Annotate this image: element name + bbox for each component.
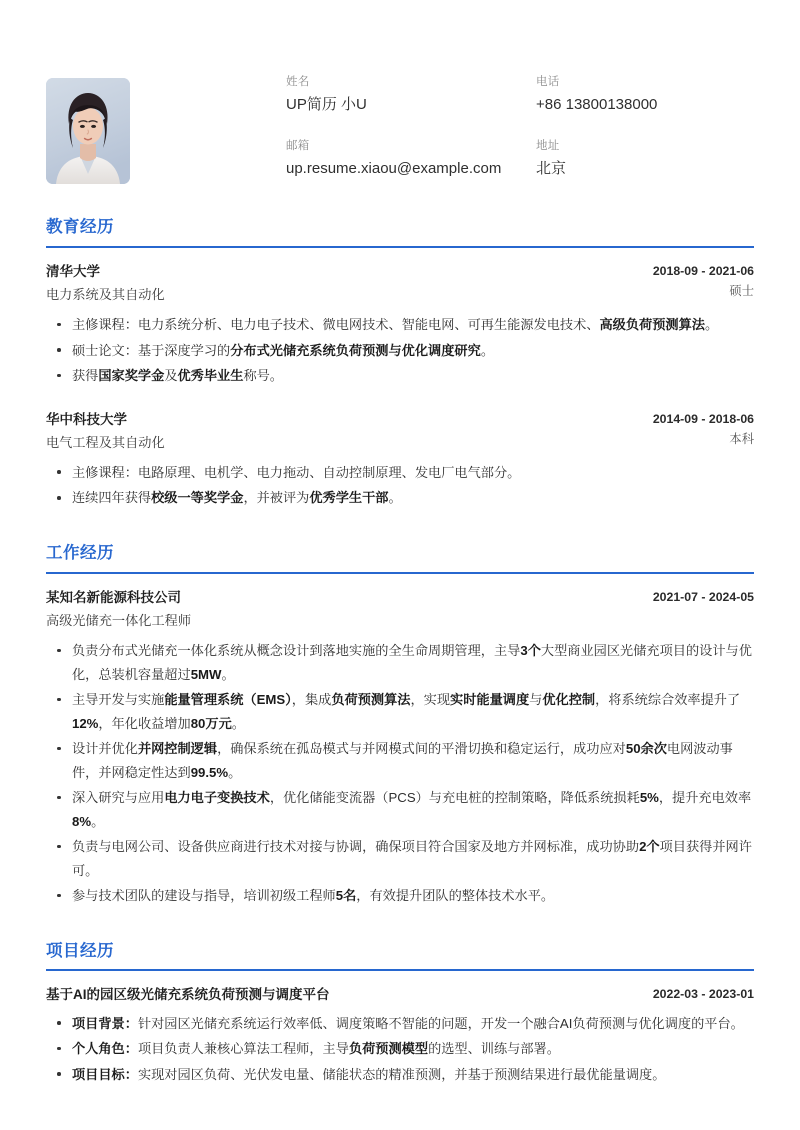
- contact-field-email: [286, 140, 526, 178]
- field-value: up.resume.xiaou@example.com: [286, 160, 502, 178]
- list-item: 获得国家奖学金及优秀毕业生称号。: [46, 364, 754, 388]
- entry-header-left: [46, 262, 165, 307]
- list-item: 参与技术团队的建设与指导，培训初级工程师5名，有效提升团队的整体技术水平。: [46, 884, 754, 908]
- list-item: 设计并优化并网控制逻辑，确保系统在孤岛模式与并网模式间的平滑切换和稳定运行，成功应对50余次电网波动事件，并网稳定性达到99.5%。: [46, 737, 754, 784]
- date-range: 2014-09 - 2018-06: [652, 411, 754, 426]
- entry-header-left: [46, 410, 165, 455]
- project-name: 基于AI的园区级光储充系统负荷预测与调度平台: [46, 987, 330, 1003]
- entry-header: [46, 410, 754, 455]
- entry-header: [46, 985, 754, 1005]
- list-item: 深入研究与应用电力电子变换技术，优化储能变流器（PCS）与充电桩的控制策略，降低系统损耗5%，提升充电效率8%。: [46, 786, 754, 833]
- section-title: 项目经历: [46, 941, 114, 960]
- section-divider: [46, 969, 754, 971]
- field-label: 电话: [536, 76, 560, 88]
- job-title: 高级光储充一体化工程师: [46, 613, 192, 628]
- section-education: [46, 218, 754, 510]
- section-title: 工作经历: [46, 543, 114, 562]
- contact-field-phone: [536, 76, 754, 114]
- project-entry: [46, 985, 754, 1086]
- school-name: 华中科技大学: [46, 411, 127, 427]
- bullet-list: [46, 639, 754, 908]
- entry-header-left: [46, 985, 330, 1005]
- avatar: [46, 78, 130, 184]
- list-item: 连续四年获得校级一等奖学金，并被评为优秀学生干部。: [46, 486, 754, 510]
- list-item: 项目背景：针对园区光储充系统运行效率低、调度策略不智能的问题，开发一个融合AI负荷预测与优化调度的平台。: [46, 1012, 754, 1036]
- entry-header: [46, 588, 754, 633]
- entry-header-right: [637, 588, 754, 607]
- section-title: 教育经历: [46, 218, 114, 236]
- entry-header-right: [637, 410, 754, 451]
- list-item: 主导开发与实施能量管理系统（EMS），集成负荷预测算法，实现实时能量调度与优化控制，将系统综合效率提升了12%，年化收益增加80万元。: [46, 688, 754, 735]
- date-range: 2022-03 - 2023-01: [652, 987, 754, 1002]
- bullet-list: [46, 1012, 754, 1087]
- section-projects: [46, 942, 754, 1087]
- field-value: +86 13800138000: [536, 95, 658, 113]
- degree-label: 硕士: [729, 283, 754, 298]
- education-entry: [46, 262, 754, 388]
- entry-header-right: [637, 985, 754, 1004]
- field-label: 姓名: [286, 76, 310, 88]
- major-name: 电气工程及其自动化: [46, 434, 165, 450]
- major-name: 电力系统及其自动化: [46, 287, 165, 303]
- date-range: 2021-07 - 2024-05: [652, 589, 754, 604]
- list-item: 主修课程：电力系统分析、电力电子技术、微电网技术、智能电网、可再生能源发电技术、高级负荷预测算法。: [46, 313, 754, 337]
- entry-header: [46, 262, 754, 307]
- list-item: 硕士论文：基于深度学习的分布式光储充系统负荷预测与优化调度研究。: [46, 339, 754, 363]
- field-label: 邮箱: [286, 140, 310, 153]
- company-name: 某知名新能源科技公司: [46, 589, 181, 605]
- avatar-wrapper: [46, 78, 134, 184]
- entry-header-left: [46, 588, 191, 633]
- work-entry: [46, 588, 754, 908]
- resume-header: [46, 70, 754, 184]
- section-work-experience: [46, 544, 754, 908]
- field-label: 地址: [536, 140, 560, 153]
- date-range: 2018-09 - 2021-06: [652, 263, 754, 278]
- section-divider: [46, 572, 754, 574]
- list-item: 项目目标：实现对园区负荷、光伏发电量、储能状态的精准预测，并基于预测结果进行最优能量调度。: [46, 1063, 754, 1087]
- list-item: 主修课程：电路原理、电机学、电力拖动、自动控制原理、发电厂电气部分。: [46, 461, 754, 485]
- list-item: 负责与电网公司、设备供应商进行技术对接与协调，确保项目符合国家及地方并网标准，成功协助2个项目获得并网许可。: [46, 835, 754, 882]
- contact-field-address: [536, 140, 754, 178]
- bullet-list: [46, 461, 754, 510]
- degree-label: 本科: [729, 431, 754, 446]
- contact-grid: [286, 70, 754, 179]
- list-item: 负责分布式光储充一体化系统从概念设计到落地实施的全生命周期管理，主导3个大型商业园区光储充项目的设计与优化，总装机容量超过5MW。: [46, 639, 754, 686]
- contact-field-name: [286, 76, 526, 114]
- education-entry: [46, 410, 754, 510]
- section-divider: [46, 246, 754, 248]
- list-item: 个人角色：项目负责人兼核心算法工程师，主导负荷预测模型的选型、训练与部署。: [46, 1037, 754, 1061]
- field-value: UP简历 小U: [286, 95, 367, 113]
- entry-header-right: [637, 262, 754, 303]
- bullet-list: [46, 313, 754, 388]
- school-name: 清华大学: [46, 263, 100, 279]
- field-value: 北京: [536, 160, 567, 178]
